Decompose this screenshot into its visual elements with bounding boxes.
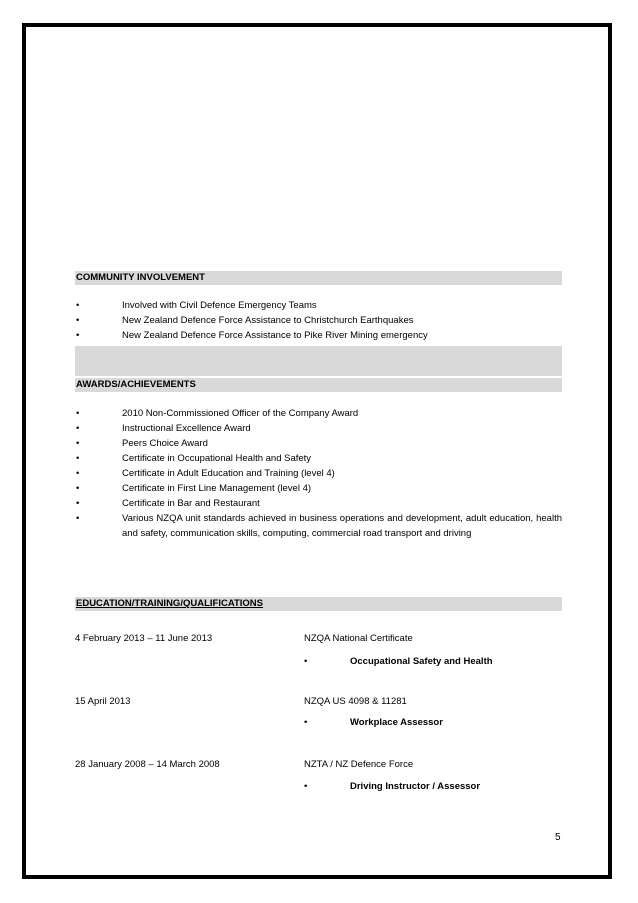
page-number: 5 [555, 832, 561, 843]
award-item-text: Various NZQA unit standards achieved in business operations and development, adult education, health and safety, communication skills, computing, commercial road transport and driving [122, 513, 562, 539]
awards-heading [75, 378, 562, 392]
award-item-text: Certificate in Bar and Restaurant [122, 498, 260, 509]
community-item-text: New Zealand Defence Force Assistance to Pike River Mining emergency [122, 330, 428, 341]
bullet-icon: • [76, 300, 80, 311]
education-provider: NZQA US 4098 & 11281 [304, 696, 407, 707]
education-provider: NZQA National Certificate [304, 633, 413, 644]
award-item-text: Instructional Excellence Award [122, 423, 251, 434]
awards-title: AWARDS/ACHIEVEMENTS [76, 379, 196, 390]
bullet-icon: • [76, 453, 80, 464]
education-qualification: Occupational Safety and Health [350, 656, 493, 667]
award-item-text: Certificate in Occupational Health and Safety [122, 453, 312, 464]
bullet-icon: • [76, 423, 80, 434]
community-title: COMMUNITY INVOLVEMENT [76, 272, 205, 283]
education-dates: 4 February 2013 – 11 June 2013 [75, 633, 213, 644]
bullet-icon: • [76, 513, 80, 524]
bullet-icon: • [304, 717, 308, 728]
community-item-text: New Zealand Defence Force Assistance to Christchurch Earthquakes [122, 315, 414, 326]
bullet-icon: • [76, 438, 80, 449]
education-provider: NZTA / NZ Defence Force [304, 759, 414, 770]
bullet-icon: • [304, 781, 308, 792]
education-qualification: Workplace Assessor [350, 717, 443, 728]
bullet-icon: • [304, 656, 308, 667]
award-item-text: Peers Choice Award [122, 438, 208, 449]
community-heading [75, 271, 562, 285]
bullet-icon: • [76, 483, 80, 494]
community-item-text: Involved with Civil Defence Emergency Teams [122, 300, 317, 311]
award-item-text: Certificate in First Line Management (level 4) [122, 483, 312, 494]
award-item-text: 2010 Non-Commissioned Officer of the Company Award [122, 408, 359, 419]
education-title: EDUCATION/TRAINING/QUALIFICATIONS [76, 598, 263, 609]
education-dates: 15 April 2013 [75, 696, 131, 707]
bullet-icon: • [76, 408, 80, 419]
education-heading [75, 597, 562, 611]
education-qualification: Driving Instructor / Assessor [350, 781, 481, 792]
shaded-divider [75, 346, 562, 376]
bullet-icon: • [76, 330, 80, 341]
award-item-text: Certificate in Adult Education and Training (level 4) [122, 468, 335, 479]
bullet-icon: • [76, 468, 80, 479]
bullet-icon: • [76, 315, 80, 326]
bullet-icon: • [76, 498, 80, 509]
education-dates: 28 January 2008 – 14 March 2008 [75, 759, 220, 770]
